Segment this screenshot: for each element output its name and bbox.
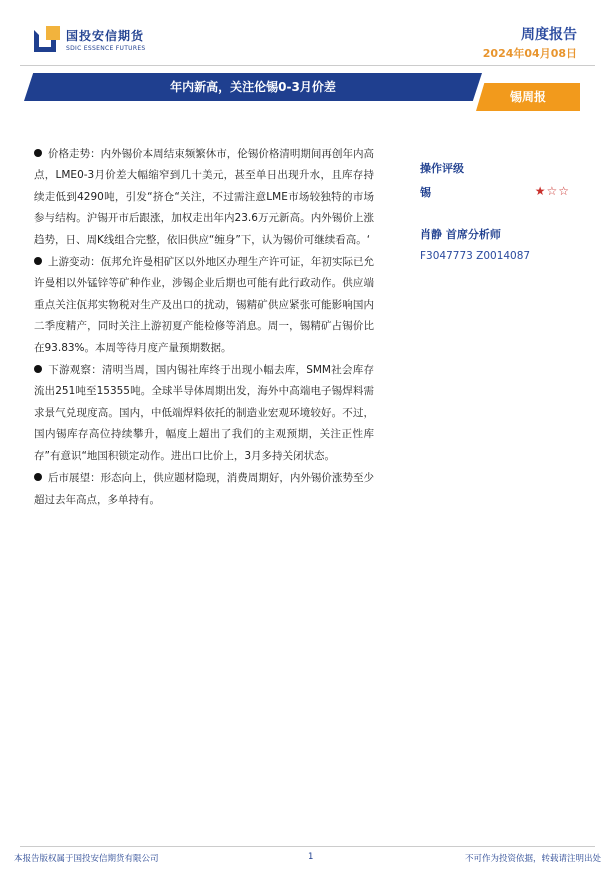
paragraph-price-trend: 价格走势：内外锡价本周结束频繁休市，伦锡价格清明期间再创年内高点，LME0-3月价差大幅缩窄到几十美元，甚至单日出现升水，且库存持续走低到4290吨，引发“挤仓“关注，不过需注意LME市场较独特的市场参与结构。沪锡开市后跟涨，加权走出年内23.6万元新高。内外锡价上涨趋势，日、周K线组合完整，依旧供应“缠身”下，认为锡价可继续看高。‘ bbox=[34, 148, 374, 246]
footer-copyright: 本报告版权属于国投安信期货有限公司 bbox=[14, 854, 159, 864]
bullet-icon bbox=[34, 149, 42, 157]
header-divider bbox=[20, 65, 595, 66]
logo-chinese-name: 国投安信期货 bbox=[66, 28, 145, 43]
logo-english-name: SDIC ESSENCE FUTURES bbox=[66, 44, 146, 52]
rating-title: 操作评级 bbox=[420, 162, 464, 175]
report-type: 周度报告 bbox=[521, 27, 577, 43]
logo-icon bbox=[34, 26, 60, 52]
report-title: 年内新高，关注伦锡0-3月价差 bbox=[170, 80, 336, 94]
report-body bbox=[34, 144, 374, 512]
footer-divider bbox=[20, 846, 595, 847]
bullet-icon bbox=[34, 473, 42, 481]
bullet-icon bbox=[34, 257, 42, 265]
page-number: 1 bbox=[308, 852, 314, 862]
footer-disclaimer: 不可作为投资依据，转载请注明出处 bbox=[464, 854, 601, 864]
report-category-tag: 锡周报 bbox=[509, 90, 546, 104]
paragraph-upstream: 上游变动：佤邦允许曼相矿区以外地区办理生产许可证，年初实际已允许曼相以外锰锌等矿种作业，涉锡企业后期也可能有此行政动作。供应端重点关注佤邦实物税对生产及出口的扰动，锡精矿供应紧张可能影响国内二季度精产，同时关注上游初夏产能检修等消息。周一，锡精矿占锡价比在93.83%。本周等待月度产量预期数据。 bbox=[34, 256, 374, 354]
rating-row bbox=[420, 184, 570, 200]
title-banner bbox=[24, 73, 580, 104]
rating-commodity: 锡 bbox=[420, 186, 431, 199]
paragraph-outlook: 后市展望：形态向上，供应题材隐现，消费周期好，内外锡价涨势至少超过去年高点，多单持有。 bbox=[34, 472, 374, 506]
analyst-license: F3047773 Z0014087 bbox=[420, 250, 531, 262]
company-logo bbox=[34, 26, 146, 52]
rating-stars-icon: ★☆☆ bbox=[534, 184, 570, 198]
report-date: 2024年04月08日 bbox=[482, 47, 577, 60]
paragraph-downstream: 下游观察：清明当周，国内锡社库终于出现小幅去库，SMM社会库存流出251吨至15355吨。全球半导体周期出发，海外中高端电子锡焊料需求景气兑现度高。国内，中低端焊料依托的制造业宏观环境较好。不过，国内锡库存高位持续攀升，幅度上超出了我们的主观预期，关注正性库存”有意识“地国积锁定动作。进出口比价上，3月多持关闭状态。 bbox=[34, 364, 374, 462]
analyst-name: 肖静 首席分析师 bbox=[420, 228, 501, 241]
bullet-icon bbox=[34, 365, 42, 373]
sidebar bbox=[420, 160, 590, 262]
